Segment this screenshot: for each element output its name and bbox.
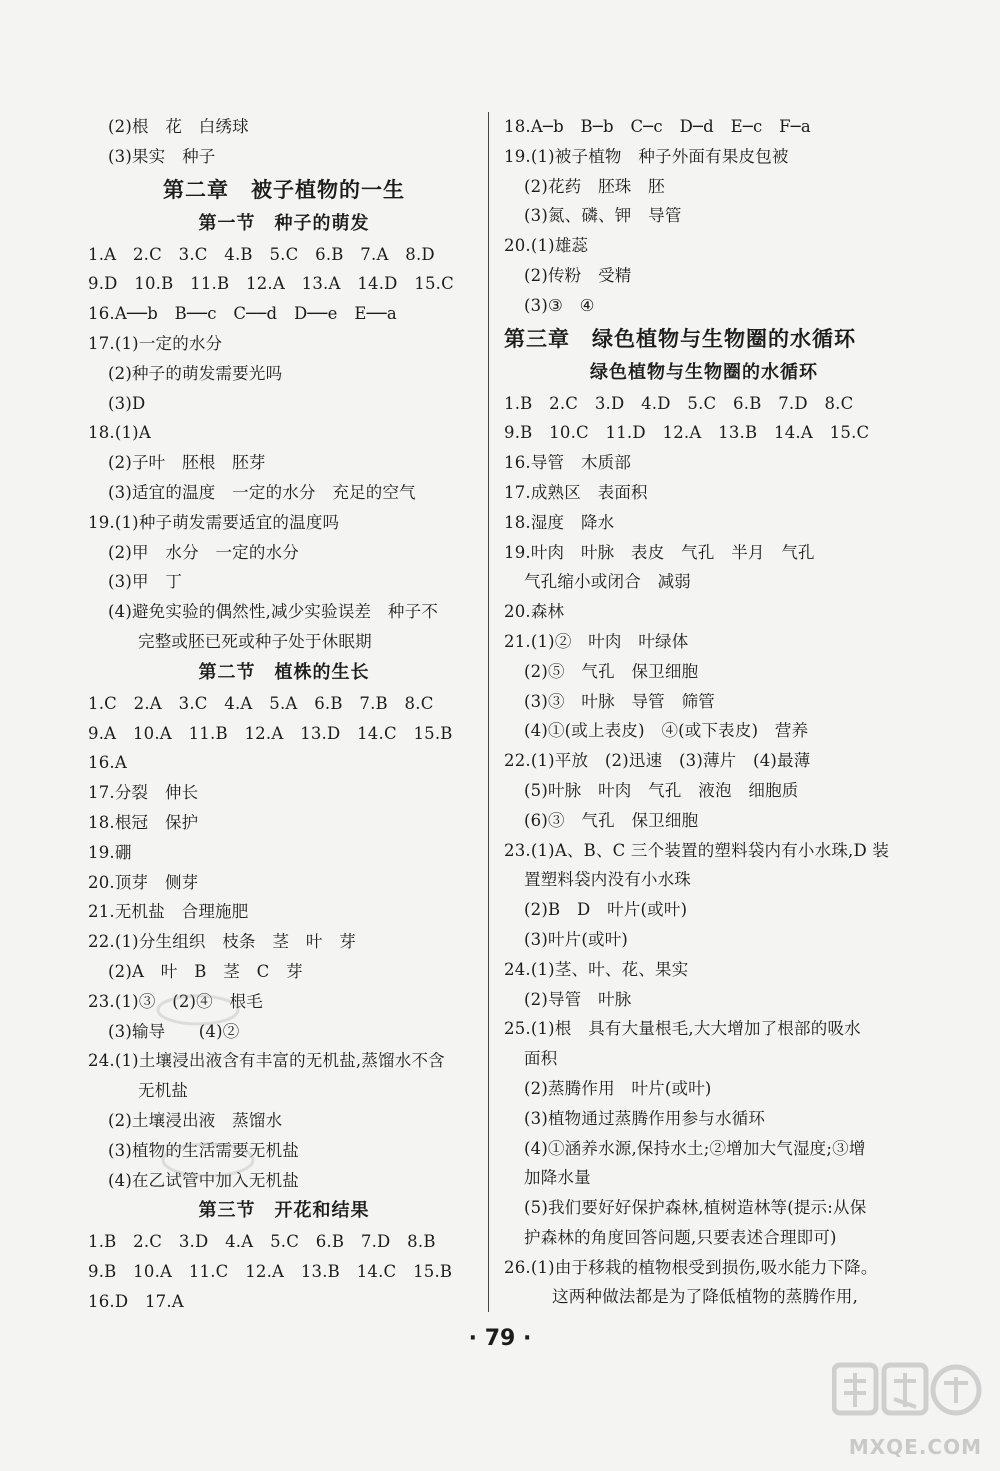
answer-line: 22.(1)分生组织 枝条 茎 叶 芽 <box>88 932 356 952</box>
answer-line: (2)A 叶 B 茎 C 芽 <box>108 961 303 981</box>
answer-line: 19.(1)被子植物 种子外面有果皮包被 <box>504 146 789 166</box>
answer-line: 18.湿度 降水 <box>504 512 615 532</box>
answer-line: (2)种子的萌发需要光吗 <box>108 363 283 383</box>
section-title: 第二节 植株的生长 <box>198 661 370 683</box>
answer-line: (3)氮、磷、钾 导管 <box>524 206 682 226</box>
answer-line: (4)在乙试管中加入无机盐 <box>108 1170 299 1190</box>
answer-line: 21.无机盐 合理施肥 <box>88 902 249 922</box>
answer-line: (3)③ ④ <box>524 295 595 315</box>
chapter-title: 第三章 绿色植物与生物圈的水循环 <box>504 325 856 351</box>
section-title: 绿色植物与生物圈的水循环 <box>590 361 818 383</box>
answer-line: 21.(1)② 叶肉 叶绿体 <box>504 631 689 651</box>
page-number: · 79 · <box>468 1326 532 1351</box>
answer-line: 23.(1)A、B、C 三个装置的塑料袋内有小水珠,D 装 <box>504 840 890 860</box>
answer-line: (2)B D 叶片(或叶) <box>524 900 688 920</box>
answer-line: 置塑料袋内没有小水珠 <box>524 870 691 890</box>
answer-line: 气孔缩小或闭合 减弱 <box>524 572 691 592</box>
answer-line: 26.(1)由于移栽的植物根受到损伤,吸水能力下降。 <box>504 1257 878 1277</box>
answer-line: (5)叶脉 叶肉 气孔 液泡 细胞质 <box>524 780 799 800</box>
answer-line: 9.D 10.B 11.B 12.A 13.A 14.D 15.C <box>88 274 454 294</box>
answer-line: 面积 <box>524 1049 558 1069</box>
answer-line: 24.(1)土壤浸出液含有丰富的无机盐,蒸馏水不含 <box>88 1051 445 1071</box>
answer-line: 17.分裂 伸长 <box>88 783 199 803</box>
answer-line: (2)导管 叶脉 <box>524 989 632 1009</box>
answer-line: 16.D 17.A <box>88 1291 184 1311</box>
answer-line: 加降水量 <box>524 1168 591 1188</box>
answer-line: 20.顶芽 侧芽 <box>88 872 199 892</box>
answer-line: (2)花药 胚珠 胚 <box>524 176 665 196</box>
answer-line: (2)甲 水分 一定的水分 <box>108 542 299 562</box>
chapter-title: 第二章 被子植物的一生 <box>163 176 405 202</box>
answer-line: (3)③ 叶脉 导管 筛管 <box>524 691 715 711</box>
answer-line: (2)⑤ 气孔 保卫细胞 <box>524 661 699 681</box>
watermark-logo-icon <box>832 1359 982 1421</box>
right-column <box>504 112 904 1312</box>
answer-line: 17.(1)一定的水分 <box>88 333 223 353</box>
answer-line: (2)根 花 白绣球 <box>108 117 249 136</box>
answer-line: 9.A 10.A 11.B 12.A 13.D 14.C 15.B <box>88 723 453 743</box>
answer-line: (3)D <box>108 393 146 413</box>
answer-line: 20.(1)雄蕊 <box>504 236 589 256</box>
answer-line: (3)输导 (4)② <box>108 1021 240 1041</box>
answer-line: (6)③ 气孔 保卫细胞 <box>524 810 699 830</box>
answer-line: 19.(1)种子萌发需要适宜的温度吗 <box>88 512 340 532</box>
section-title: 第一节 种子的萌发 <box>198 212 370 234</box>
answer-line: 1.A 2.C 3.C 4.B 5.C 6.B 7.A 8.D <box>88 244 435 264</box>
answer-line: (4)避免实验的偶然性,减少实验误差 种子不 <box>108 602 439 622</box>
answer-line: 17.成熟区 表面积 <box>504 482 648 502</box>
answer-line: 16.导管 木质部 <box>504 453 632 473</box>
column-divider <box>488 112 489 1312</box>
answer-line: 1.C 2.A 3.C 4.A 5.A 6.B 7.B 8.C <box>88 693 434 713</box>
answer-line: (5)我们要好好保护森林,植树造林等(提示:从保 <box>524 1198 867 1218</box>
answer-line: 24.(1)茎、叶、花、果实 <box>504 959 689 979</box>
answer-line: 9.B 10.A 11.C 12.A 13.B 14.C 15.B <box>88 1262 453 1282</box>
answer-line: 18.根冠 保护 <box>88 812 199 832</box>
answer-line: (2)土壤浸出液 蒸馏水 <box>108 1110 283 1130</box>
answer-line: 护森林的角度回答问题,只要表述合理即可) <box>524 1227 837 1247</box>
answer-line: 16.A <box>88 753 127 773</box>
stamp-watermark-icon <box>138 980 328 1200</box>
answer-line: (2)蒸腾作用 叶片(或叶) <box>524 1078 712 1098</box>
section-title: 第三节 开花和结果 <box>198 1200 370 1222</box>
watermark <box>822 1359 982 1459</box>
answer-line: (3)植物的生活需要无机盐 <box>108 1140 299 1160</box>
answer-line: (3)叶片(或叶) <box>524 929 629 949</box>
watermark-url: MXQE.COM <box>848 1435 982 1459</box>
answer-line: 23.(1)③ (2)④ 根毛 <box>88 991 263 1011</box>
answer-line: 1.B 2.C 3.D 4.D 5.C 6.B 7.D 8.C <box>504 393 854 413</box>
answer-line: (3)果实 种子 <box>108 146 216 166</box>
answer-line: 25.(1)根 具有大量根毛,大大增加了根部的吸水 <box>504 1019 861 1039</box>
answer-line: 这两种做法都是为了降低植物的蒸腾作用, <box>552 1287 859 1307</box>
answer-line: 20.森林 <box>504 602 565 622</box>
answer-line: 无机盐 <box>138 1081 189 1101</box>
answer-line: (4)①(或上表皮) ④(或下表皮) 营养 <box>524 721 809 741</box>
answer-line: (3)甲 丁 <box>108 572 183 592</box>
answer-line: 16.A──b B──c C──d D──e E──a <box>88 304 397 324</box>
answer-line: (3)植物通过蒸腾作用参与水循环 <box>524 1108 766 1128</box>
answer-line: 22.(1)平放 (2)迅速 (3)薄片 (4)最薄 <box>504 751 811 771</box>
answer-line: (2)子叶 胚根 胚芽 <box>108 453 266 473</box>
answer-line: 18.A─b B─b C─c D─d E─c F─a <box>504 117 811 136</box>
answer-line: 1.B 2.C 3.D 4.A 5.C 6.B 7.D 8.B <box>88 1232 436 1252</box>
answer-line: (4)①涵养水源,保持水土;②增加大气湿度;③增 <box>524 1138 866 1158</box>
answer-line: (3)适宜的温度 一定的水分 充足的空气 <box>108 482 416 502</box>
answer-line: 完整或胚已死或种子处于休眠期 <box>138 631 372 651</box>
answer-line: 18.(1)A <box>88 423 151 443</box>
answer-line: 19.硼 <box>88 842 132 862</box>
answer-line: 9.B 10.C 11.D 12.A 13.B 14.A 15.C <box>504 423 870 443</box>
answer-line: (2)传粉 受精 <box>524 265 632 285</box>
answer-line: 19.叶肉 叶脉 表皮 气孔 半月 气孔 <box>504 542 815 562</box>
